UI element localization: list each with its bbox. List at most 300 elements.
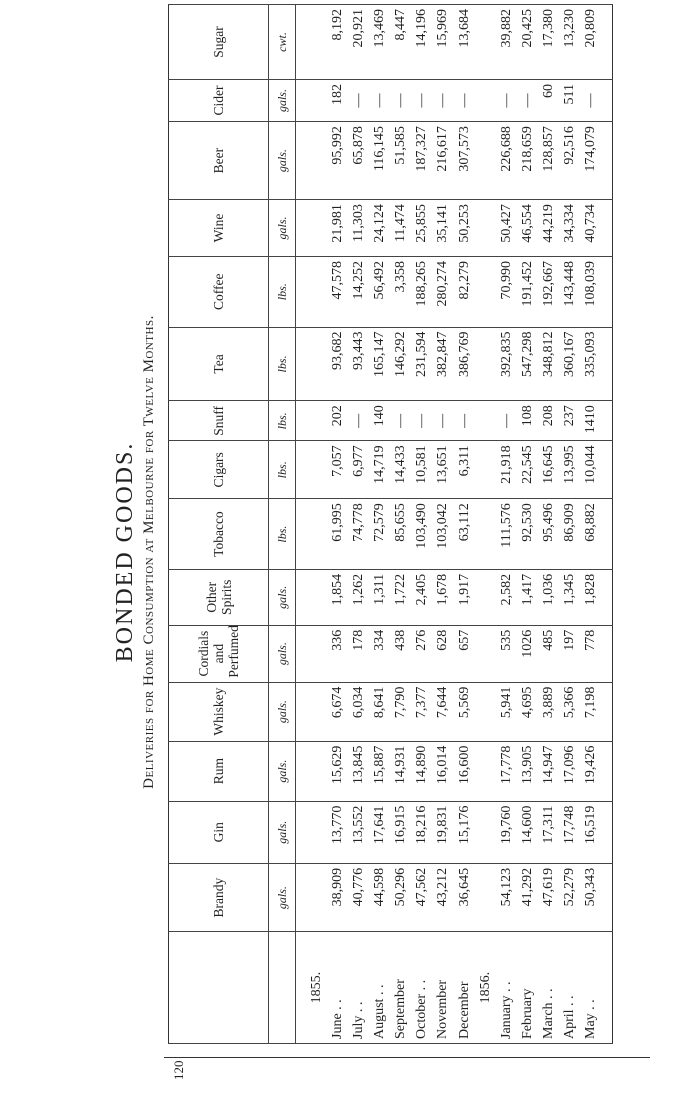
spacer-cell <box>601 741 612 801</box>
value-cell: 47,578 <box>328 256 349 327</box>
value-cell: 7,644 <box>433 682 454 741</box>
value-cell: 22,545 <box>517 441 538 499</box>
value-cell: 108,039 <box>580 256 601 327</box>
value-cell: 13,845 <box>349 741 370 801</box>
value-cell: 95,992 <box>328 122 349 200</box>
column-unit: gals. <box>269 863 296 931</box>
column-header: Gin <box>169 801 269 863</box>
year-row <box>307 5 328 1044</box>
value-cell: — <box>496 79 517 121</box>
value-cell: 8,641 <box>370 682 391 741</box>
spacer-cell <box>601 256 612 327</box>
column-unit: gals. <box>269 741 296 801</box>
value-cell: 93,443 <box>349 327 370 401</box>
value-cell: 4,695 <box>517 682 538 741</box>
column-header: Beer <box>169 122 269 200</box>
value-cell: 348,812 <box>538 327 559 401</box>
value-cell: 93,682 <box>328 327 349 401</box>
value-cell: 13,469 <box>370 5 391 80</box>
value-cell: 50,343 <box>580 863 601 931</box>
spacer-cell <box>296 441 307 499</box>
value-cell: 17,311 <box>538 801 559 863</box>
spacer-cell <box>601 499 612 570</box>
column-header: Snuff <box>169 401 269 441</box>
value-cell: 8,192 <box>328 5 349 80</box>
spacer-cell <box>296 499 307 570</box>
value-cell: 20,921 <box>349 5 370 80</box>
value-cell: 68,882 <box>580 499 601 570</box>
value-cell: 8,447 <box>391 5 412 80</box>
value-cell: 192,667 <box>538 256 559 327</box>
value-cell: — <box>517 79 538 121</box>
spacer-cell <box>601 801 612 863</box>
value-cell: 1,036 <box>538 569 559 625</box>
empty-cell <box>475 741 496 801</box>
value-cell: 82,279 <box>454 256 475 327</box>
column-unit: cwt. <box>269 5 296 80</box>
value-cell: 628 <box>433 625 454 682</box>
empty-cell <box>475 801 496 863</box>
spacer-cell <box>296 863 307 931</box>
value-cell: 14,890 <box>412 741 433 801</box>
empty-cell <box>307 569 328 625</box>
spacer-cell <box>601 441 612 499</box>
value-cell: 13,770 <box>328 801 349 863</box>
value-cell: 1,917 <box>454 569 475 625</box>
value-cell: 95,496 <box>538 499 559 570</box>
empty-cell <box>307 327 328 401</box>
value-cell: 14,600 <box>517 801 538 863</box>
spacer-cell <box>296 625 307 682</box>
month-label: January . . <box>496 932 517 1044</box>
value-cell: 146,292 <box>391 327 412 401</box>
column-unit: gals. <box>269 569 296 625</box>
spacer-row <box>296 5 307 1044</box>
value-cell: 336 <box>328 625 349 682</box>
value-cell: 17,778 <box>496 741 517 801</box>
column-unit: lbs. <box>269 327 296 401</box>
value-cell: 7,790 <box>391 682 412 741</box>
empty-cell <box>475 200 496 257</box>
spacer-cell <box>296 401 307 441</box>
value-cell: 438 <box>391 625 412 682</box>
value-cell: 7,377 <box>412 682 433 741</box>
value-cell: 19,760 <box>496 801 517 863</box>
spacer-cell <box>601 122 612 200</box>
month-header <box>169 932 269 1044</box>
month-label: October . . <box>412 932 433 1044</box>
value-cell: — <box>370 79 391 121</box>
value-cell: 15,969 <box>433 5 454 80</box>
month-label: March . . <box>538 932 559 1044</box>
month-unit <box>269 932 296 1044</box>
value-cell: 7,198 <box>580 682 601 741</box>
table-row <box>328 5 349 1044</box>
value-cell: 40,776 <box>349 863 370 931</box>
empty-cell <box>475 122 496 200</box>
year-row <box>475 5 496 1044</box>
value-cell: 16,014 <box>433 741 454 801</box>
value-cell: 182 <box>328 79 349 121</box>
value-cell: — <box>391 401 412 441</box>
value-cell: 386,769 <box>454 327 475 401</box>
value-cell: 1410 <box>580 401 601 441</box>
spacer-cell <box>296 741 307 801</box>
empty-cell <box>307 863 328 931</box>
empty-cell <box>307 200 328 257</box>
column-header: Wine <box>169 200 269 257</box>
value-cell: 20,809 <box>580 5 601 80</box>
spacer-cell <box>296 682 307 741</box>
value-cell: 116,145 <box>370 122 391 200</box>
header-row <box>169 5 269 1044</box>
value-cell: 1,678 <box>433 569 454 625</box>
year-label: 1856. <box>475 932 496 1044</box>
value-cell: 237 <box>559 401 580 441</box>
value-cell: 6,674 <box>328 682 349 741</box>
value-cell: 334 <box>370 625 391 682</box>
empty-cell <box>307 5 328 80</box>
column-unit: gals. <box>269 625 296 682</box>
value-cell: 13,905 <box>517 741 538 801</box>
value-cell: 63,112 <box>454 499 475 570</box>
page-title: BONDED GOODS. <box>112 441 138 663</box>
value-cell: — <box>580 79 601 121</box>
page-number: 120 <box>171 1060 186 1080</box>
table-row <box>433 5 454 1044</box>
page-subtitle: Deliveries for Home Consumption at Melbourne for Twelve Months. <box>141 315 157 789</box>
value-cell: 392,835 <box>496 327 517 401</box>
value-cell: 47,562 <box>412 863 433 931</box>
column-header: Cigars <box>169 441 269 499</box>
spacer-cell <box>601 863 612 931</box>
empty-cell <box>307 122 328 200</box>
value-cell: 13,651 <box>433 441 454 499</box>
table-row <box>580 5 601 1044</box>
value-cell: 54,123 <box>496 863 517 931</box>
spacer-cell <box>601 327 612 401</box>
column-unit: lbs. <box>269 441 296 499</box>
value-cell: 14,196 <box>412 5 433 80</box>
value-cell: 18,216 <box>412 801 433 863</box>
value-cell: 70,990 <box>496 256 517 327</box>
value-cell: — <box>349 79 370 121</box>
spacer-cell <box>601 932 612 1044</box>
value-cell: 13,684 <box>454 5 475 80</box>
value-cell: 226,688 <box>496 122 517 200</box>
value-cell: 1,722 <box>391 569 412 625</box>
empty-cell <box>307 441 328 499</box>
value-cell: 360,167 <box>559 327 580 401</box>
value-cell: 2,582 <box>496 569 517 625</box>
table-row <box>412 5 433 1044</box>
value-cell: 5,941 <box>496 682 517 741</box>
value-cell: 61,995 <box>328 499 349 570</box>
value-cell: 3,358 <box>391 256 412 327</box>
empty-cell <box>475 499 496 570</box>
value-cell: 16,519 <box>580 801 601 863</box>
spacer-cell <box>601 625 612 682</box>
empty-cell <box>475 569 496 625</box>
value-cell: 17,096 <box>559 741 580 801</box>
value-cell: 38,909 <box>328 863 349 931</box>
month-label: September <box>391 932 412 1044</box>
spacer-cell <box>296 5 307 80</box>
value-cell: 485 <box>538 625 559 682</box>
value-cell: 1026 <box>517 625 538 682</box>
value-cell: 43,212 <box>433 863 454 931</box>
spacer-cell <box>296 932 307 1044</box>
table-row <box>349 5 370 1044</box>
month-label: December <box>454 932 475 1044</box>
column-header: Cider <box>169 79 269 121</box>
value-cell: 19,831 <box>433 801 454 863</box>
value-cell: 16,645 <box>538 441 559 499</box>
value-cell: 5,569 <box>454 682 475 741</box>
value-cell: 85,655 <box>391 499 412 570</box>
value-cell: 15,176 <box>454 801 475 863</box>
value-cell: 335,093 <box>580 327 601 401</box>
value-cell: 50,253 <box>454 200 475 257</box>
value-cell: — <box>454 401 475 441</box>
column-header: Rum <box>169 741 269 801</box>
value-cell: 511 <box>559 79 580 121</box>
value-cell: 128,857 <box>538 122 559 200</box>
value-cell: 1,345 <box>559 569 580 625</box>
column-header: Sugar <box>169 5 269 80</box>
column-unit: lbs. <box>269 401 296 441</box>
month-label: April . . <box>559 932 580 1044</box>
value-cell: — <box>412 401 433 441</box>
column-unit: lbs. <box>269 499 296 570</box>
value-cell: 1,828 <box>580 569 601 625</box>
value-cell: 1,262 <box>349 569 370 625</box>
value-cell: 13,995 <box>559 441 580 499</box>
value-cell: 6,034 <box>349 682 370 741</box>
value-cell: 11,474 <box>391 200 412 257</box>
value-cell: 17,748 <box>559 801 580 863</box>
value-cell: 20,425 <box>517 5 538 80</box>
value-cell: 191,452 <box>517 256 538 327</box>
value-cell: 5,366 <box>559 682 580 741</box>
value-cell: — <box>412 79 433 121</box>
value-cell: 3,889 <box>538 682 559 741</box>
value-cell: 19,426 <box>580 741 601 801</box>
column-header: Tea <box>169 327 269 401</box>
value-cell: 72,579 <box>370 499 391 570</box>
value-cell: 60 <box>538 79 559 121</box>
value-cell: 65,878 <box>349 122 370 200</box>
value-cell: 21,981 <box>328 200 349 257</box>
value-cell: 10,581 <box>412 441 433 499</box>
value-cell: 188,265 <box>412 256 433 327</box>
value-cell: 1,854 <box>328 569 349 625</box>
value-cell: 103,042 <box>433 499 454 570</box>
month-label: February <box>517 932 538 1044</box>
value-cell: 74,778 <box>349 499 370 570</box>
empty-cell <box>475 625 496 682</box>
empty-cell <box>475 256 496 327</box>
empty-cell <box>307 625 328 682</box>
table-row <box>538 5 559 1044</box>
table-row <box>370 5 391 1044</box>
value-cell: 34,334 <box>559 200 580 257</box>
month-label: May . . <box>580 932 601 1044</box>
spacer-cell <box>296 327 307 401</box>
value-cell: 17,641 <box>370 801 391 863</box>
year-label: 1855. <box>307 932 328 1044</box>
month-label: August . . <box>370 932 391 1044</box>
value-cell: 657 <box>454 625 475 682</box>
empty-cell <box>475 5 496 80</box>
value-cell: 35,141 <box>433 200 454 257</box>
value-cell: 140 <box>370 401 391 441</box>
value-cell: 174,079 <box>580 122 601 200</box>
empty-cell <box>475 863 496 931</box>
value-cell: 103,490 <box>412 499 433 570</box>
column-header: Brandy <box>169 863 269 931</box>
empty-cell <box>307 401 328 441</box>
value-cell: 25,855 <box>412 200 433 257</box>
value-cell: 202 <box>328 401 349 441</box>
value-cell: 50,427 <box>496 200 517 257</box>
column-unit: gals. <box>269 801 296 863</box>
table-row <box>559 5 580 1044</box>
value-cell: 143,448 <box>559 256 580 327</box>
value-cell: 13,552 <box>349 801 370 863</box>
empty-cell <box>475 682 496 741</box>
value-cell: 86,909 <box>559 499 580 570</box>
value-cell: 40,734 <box>580 200 601 257</box>
spacer-cell <box>601 200 612 257</box>
value-cell: — <box>433 79 454 121</box>
value-cell: 197 <box>559 625 580 682</box>
column-unit: gals. <box>269 682 296 741</box>
value-cell: 280,274 <box>433 256 454 327</box>
value-cell: — <box>349 401 370 441</box>
spacer-cell <box>601 79 612 121</box>
value-cell: 535 <box>496 625 517 682</box>
value-cell: 14,719 <box>370 441 391 499</box>
value-cell: 276 <box>412 625 433 682</box>
column-header: Coffee <box>169 256 269 327</box>
value-cell: 36,645 <box>454 863 475 931</box>
value-cell: 92,530 <box>517 499 538 570</box>
value-cell: 547,298 <box>517 327 538 401</box>
table-row <box>517 5 538 1044</box>
units-row <box>269 5 296 1044</box>
empty-cell <box>307 801 328 863</box>
value-cell: 21,918 <box>496 441 517 499</box>
value-cell: 47,619 <box>538 863 559 931</box>
value-cell: 44,219 <box>538 200 559 257</box>
value-cell: 108 <box>517 401 538 441</box>
value-cell: 10,044 <box>580 441 601 499</box>
empty-cell <box>475 441 496 499</box>
value-cell: 14,931 <box>391 741 412 801</box>
value-cell: 39,882 <box>496 5 517 80</box>
value-cell: 6,311 <box>454 441 475 499</box>
value-cell: 14,252 <box>349 256 370 327</box>
spacer-cell <box>296 256 307 327</box>
column-header: Tobacco <box>169 499 269 570</box>
value-cell: — <box>433 401 454 441</box>
empty-cell <box>307 79 328 121</box>
value-cell: 7,057 <box>328 441 349 499</box>
spacer-cell <box>601 682 612 741</box>
empty-cell <box>307 499 328 570</box>
value-cell: 50,296 <box>391 863 412 931</box>
month-label: June . . <box>328 932 349 1044</box>
value-cell: 51,585 <box>391 122 412 200</box>
column-unit: gals. <box>269 79 296 121</box>
value-cell: 15,629 <box>328 741 349 801</box>
value-cell: 24,124 <box>370 200 391 257</box>
value-cell: 307,573 <box>454 122 475 200</box>
empty-cell <box>475 401 496 441</box>
spacer-cell <box>601 5 612 80</box>
value-cell: 6,977 <box>349 441 370 499</box>
margin-rule <box>164 1057 650 1058</box>
empty-cell <box>475 327 496 401</box>
spacer-cell <box>296 569 307 625</box>
spacer-cell <box>601 401 612 441</box>
value-cell: 187,327 <box>412 122 433 200</box>
value-cell: 111,576 <box>496 499 517 570</box>
empty-cell <box>307 682 328 741</box>
column-header: Whiskey <box>169 682 269 741</box>
value-cell: 208 <box>538 401 559 441</box>
value-cell: 52,279 <box>559 863 580 931</box>
empty-cell <box>307 741 328 801</box>
table-row <box>496 5 517 1044</box>
month-label: July . . <box>349 932 370 1044</box>
value-cell: 14,947 <box>538 741 559 801</box>
value-cell: 216,617 <box>433 122 454 200</box>
empty-cell <box>307 256 328 327</box>
value-cell: 165,147 <box>370 327 391 401</box>
value-cell: 15,887 <box>370 741 391 801</box>
value-cell: 92,516 <box>559 122 580 200</box>
table-row <box>454 5 475 1044</box>
value-cell: 382,847 <box>433 327 454 401</box>
value-cell: 56,492 <box>370 256 391 327</box>
empty-cell <box>475 79 496 121</box>
value-cell: 1,311 <box>370 569 391 625</box>
value-cell: 1,417 <box>517 569 538 625</box>
column-header: Other Spirits <box>169 569 269 625</box>
value-cell: — <box>496 401 517 441</box>
spacer-cell <box>601 569 612 625</box>
value-cell: 178 <box>349 625 370 682</box>
spacer-cell <box>296 801 307 863</box>
spacer-cell <box>296 79 307 121</box>
spacer-cell <box>296 200 307 257</box>
spacer-row <box>601 5 612 1044</box>
value-cell: 44,598 <box>370 863 391 931</box>
value-cell: — <box>454 79 475 121</box>
table-row <box>391 5 412 1044</box>
column-header: Cordials and Perfumed <box>169 625 269 682</box>
column-unit: gals. <box>269 200 296 257</box>
value-cell: 46,554 <box>517 200 538 257</box>
bonded-goods-table <box>168 4 613 1044</box>
value-cell: 14,433 <box>391 441 412 499</box>
value-cell: 16,600 <box>454 741 475 801</box>
value-cell: 778 <box>580 625 601 682</box>
value-cell: 11,303 <box>349 200 370 257</box>
month-label: November <box>433 932 454 1044</box>
